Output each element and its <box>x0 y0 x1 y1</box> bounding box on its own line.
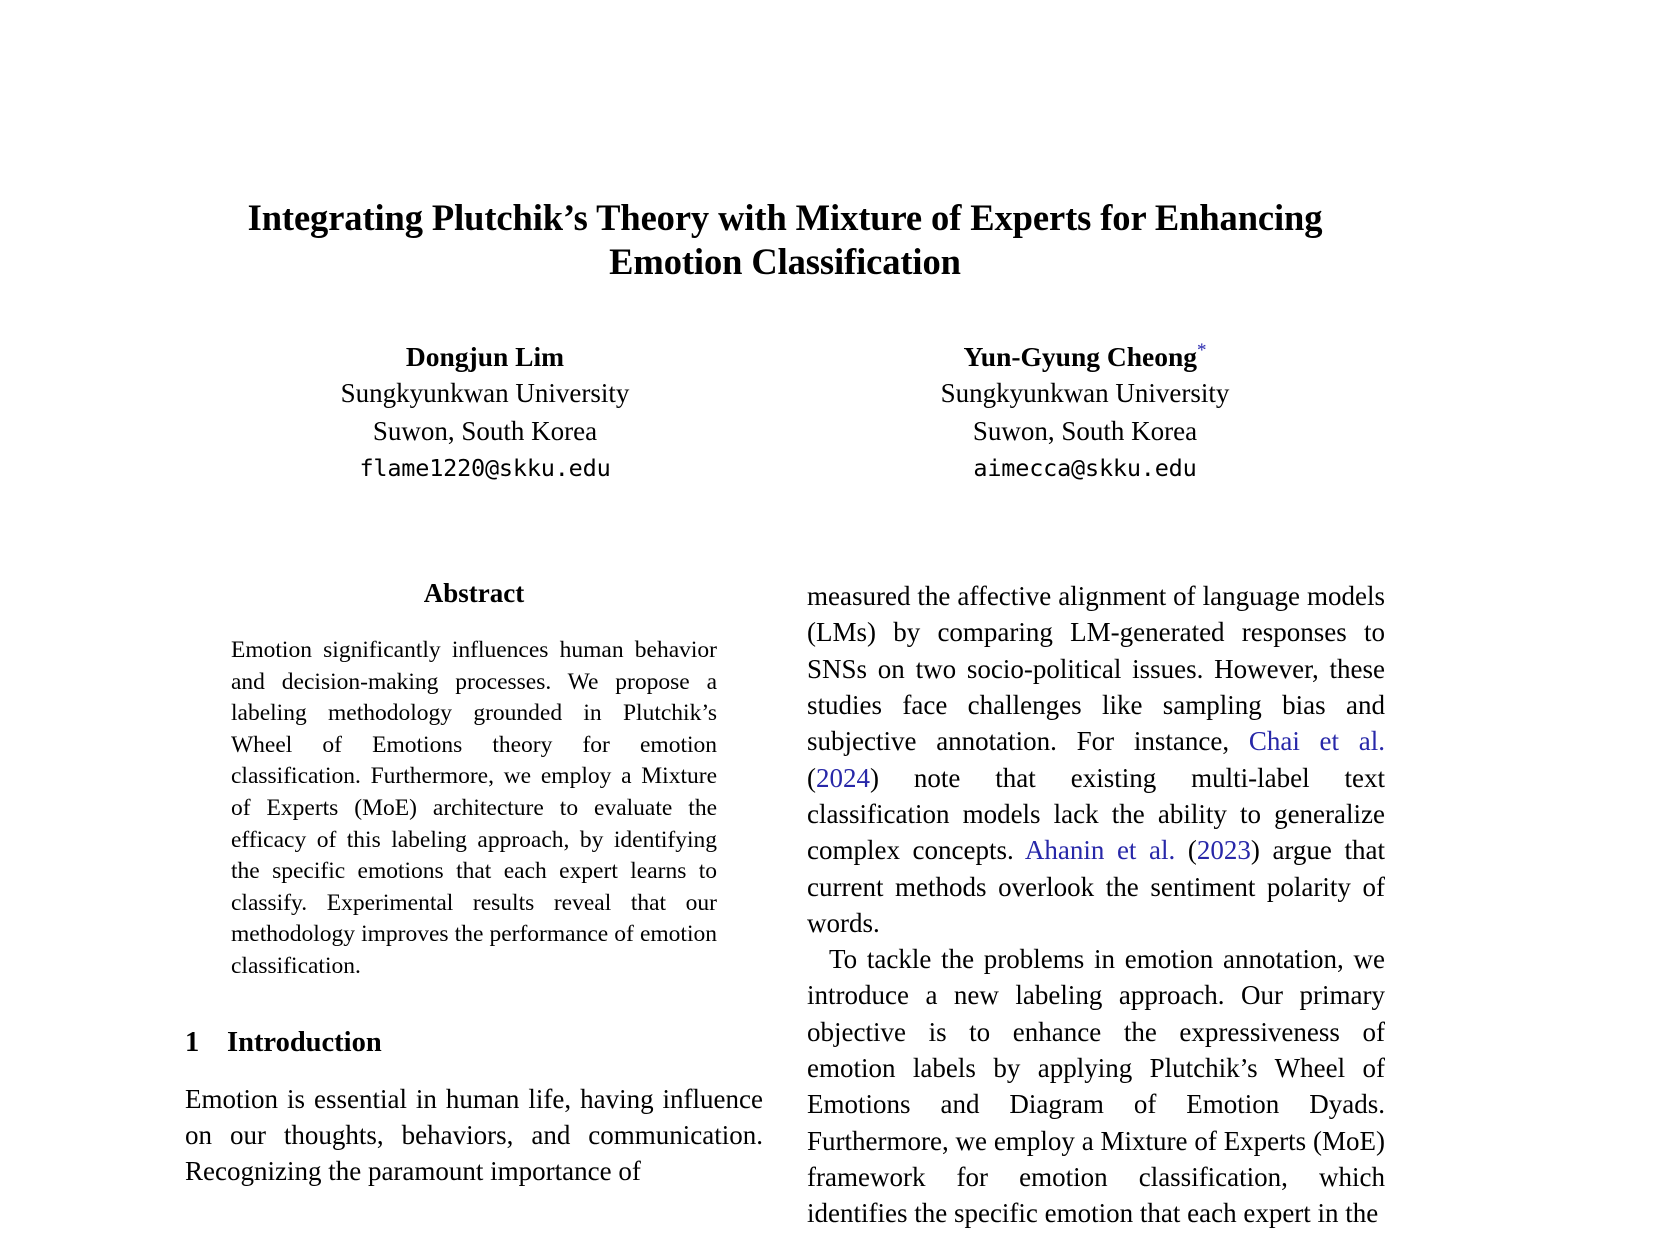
citation-open-paren: ( <box>1175 835 1197 866</box>
paragraph-text-part: measured the affective alignment of language models (LMs) by comparing LM-generated responses to SNSs on two socio-political issues. However, these studies face challenges like sampling bias and subjective annotation. For instance, <box>807 581 1385 757</box>
author-name-text: Dongjun Lim <box>405 341 565 372</box>
author-location: Suwon, South Korea <box>372 416 598 447</box>
author-name <box>185 338 785 375</box>
author-entry-1 <box>185 338 785 486</box>
author-entry-2 <box>785 338 1385 486</box>
author-footnote-marker[interactable]: * <box>1197 339 1207 361</box>
author-email[interactable]: aimecca@skku.edu <box>973 453 1197 482</box>
author-block <box>185 338 1385 486</box>
author-location: Suwon, South Korea <box>972 416 1198 447</box>
abstract-heading: Abstract <box>423 578 525 608</box>
citation-year-ahanin[interactable]: 2023 <box>1196 835 1251 866</box>
paragraph-text-part: ) argue that current methods overlook the sentiment polarity of words. <box>807 835 1385 938</box>
left-column <box>185 578 763 1241</box>
paragraph: To tackle the problems in emotion annotation, we introduce a new labeling approach. Our primary objective is to enhance the expressiveness of emotion labels by applying Plutchik’s Wheel of Emotions and Diagram of Emotion Dyads. Furthermore, we employ a Mixture of Experts (MoE) framework for emotion classification, which identifies the specific emotion that each expert in the <box>807 944 1385 1229</box>
section-number: 1 <box>185 1026 200 1058</box>
abstract-block <box>231 578 717 983</box>
page-title: Integrating Plutchik’s Theory with Mixture of Experts for Enhancing Emotion Classification <box>247 197 1323 282</box>
section-title: Introduction <box>227 1026 382 1058</box>
right-column <box>807 578 1385 1241</box>
section-heading-introduction <box>185 1027 763 1059</box>
paragraph-text-part: ) note that existing multi-label text classification models lack the ability to generalize complex concepts. <box>807 762 1385 866</box>
paragraph: Emotion is essential in human life, having influence on our thoughts, behaviors, and communication. Recognizing the paramount importance of <box>185 1083 763 1187</box>
paragraph <box>807 578 1385 941</box>
author-name <box>785 338 1385 375</box>
body-columns <box>185 578 1385 1241</box>
abstract-text: Emotion significantly influences human behavior and decision-making processes. We propose a labeling methodology grounded in Plutchik’s Wheel of Emotions theory for emotion classification. Furthermore, we employ a Mixture of Experts (MoE) architecture to evaluate the efficacy of this labeling approach, by identifying the specific emotions that each expert learns to classify. Experimental results reveal that our methodology improves the performance of emotion classification. <box>231 637 717 979</box>
citation-link-chai[interactable]: Chai et al. <box>1248 726 1385 757</box>
citation-year-chai[interactable]: 2024 <box>816 762 870 793</box>
title-block <box>185 196 1385 284</box>
author-name-text: Yun-Gyung Cheong <box>963 341 1198 372</box>
author-email[interactable]: flame1220@skku.edu <box>359 453 611 482</box>
citation-link-ahanin[interactable]: Ahanin et al. <box>1024 835 1176 866</box>
author-affiliation: Sungkyunkwan University <box>940 378 1230 409</box>
citation-open-paren: ( <box>807 762 816 793</box>
author-affiliation: Sungkyunkwan University <box>340 378 630 409</box>
